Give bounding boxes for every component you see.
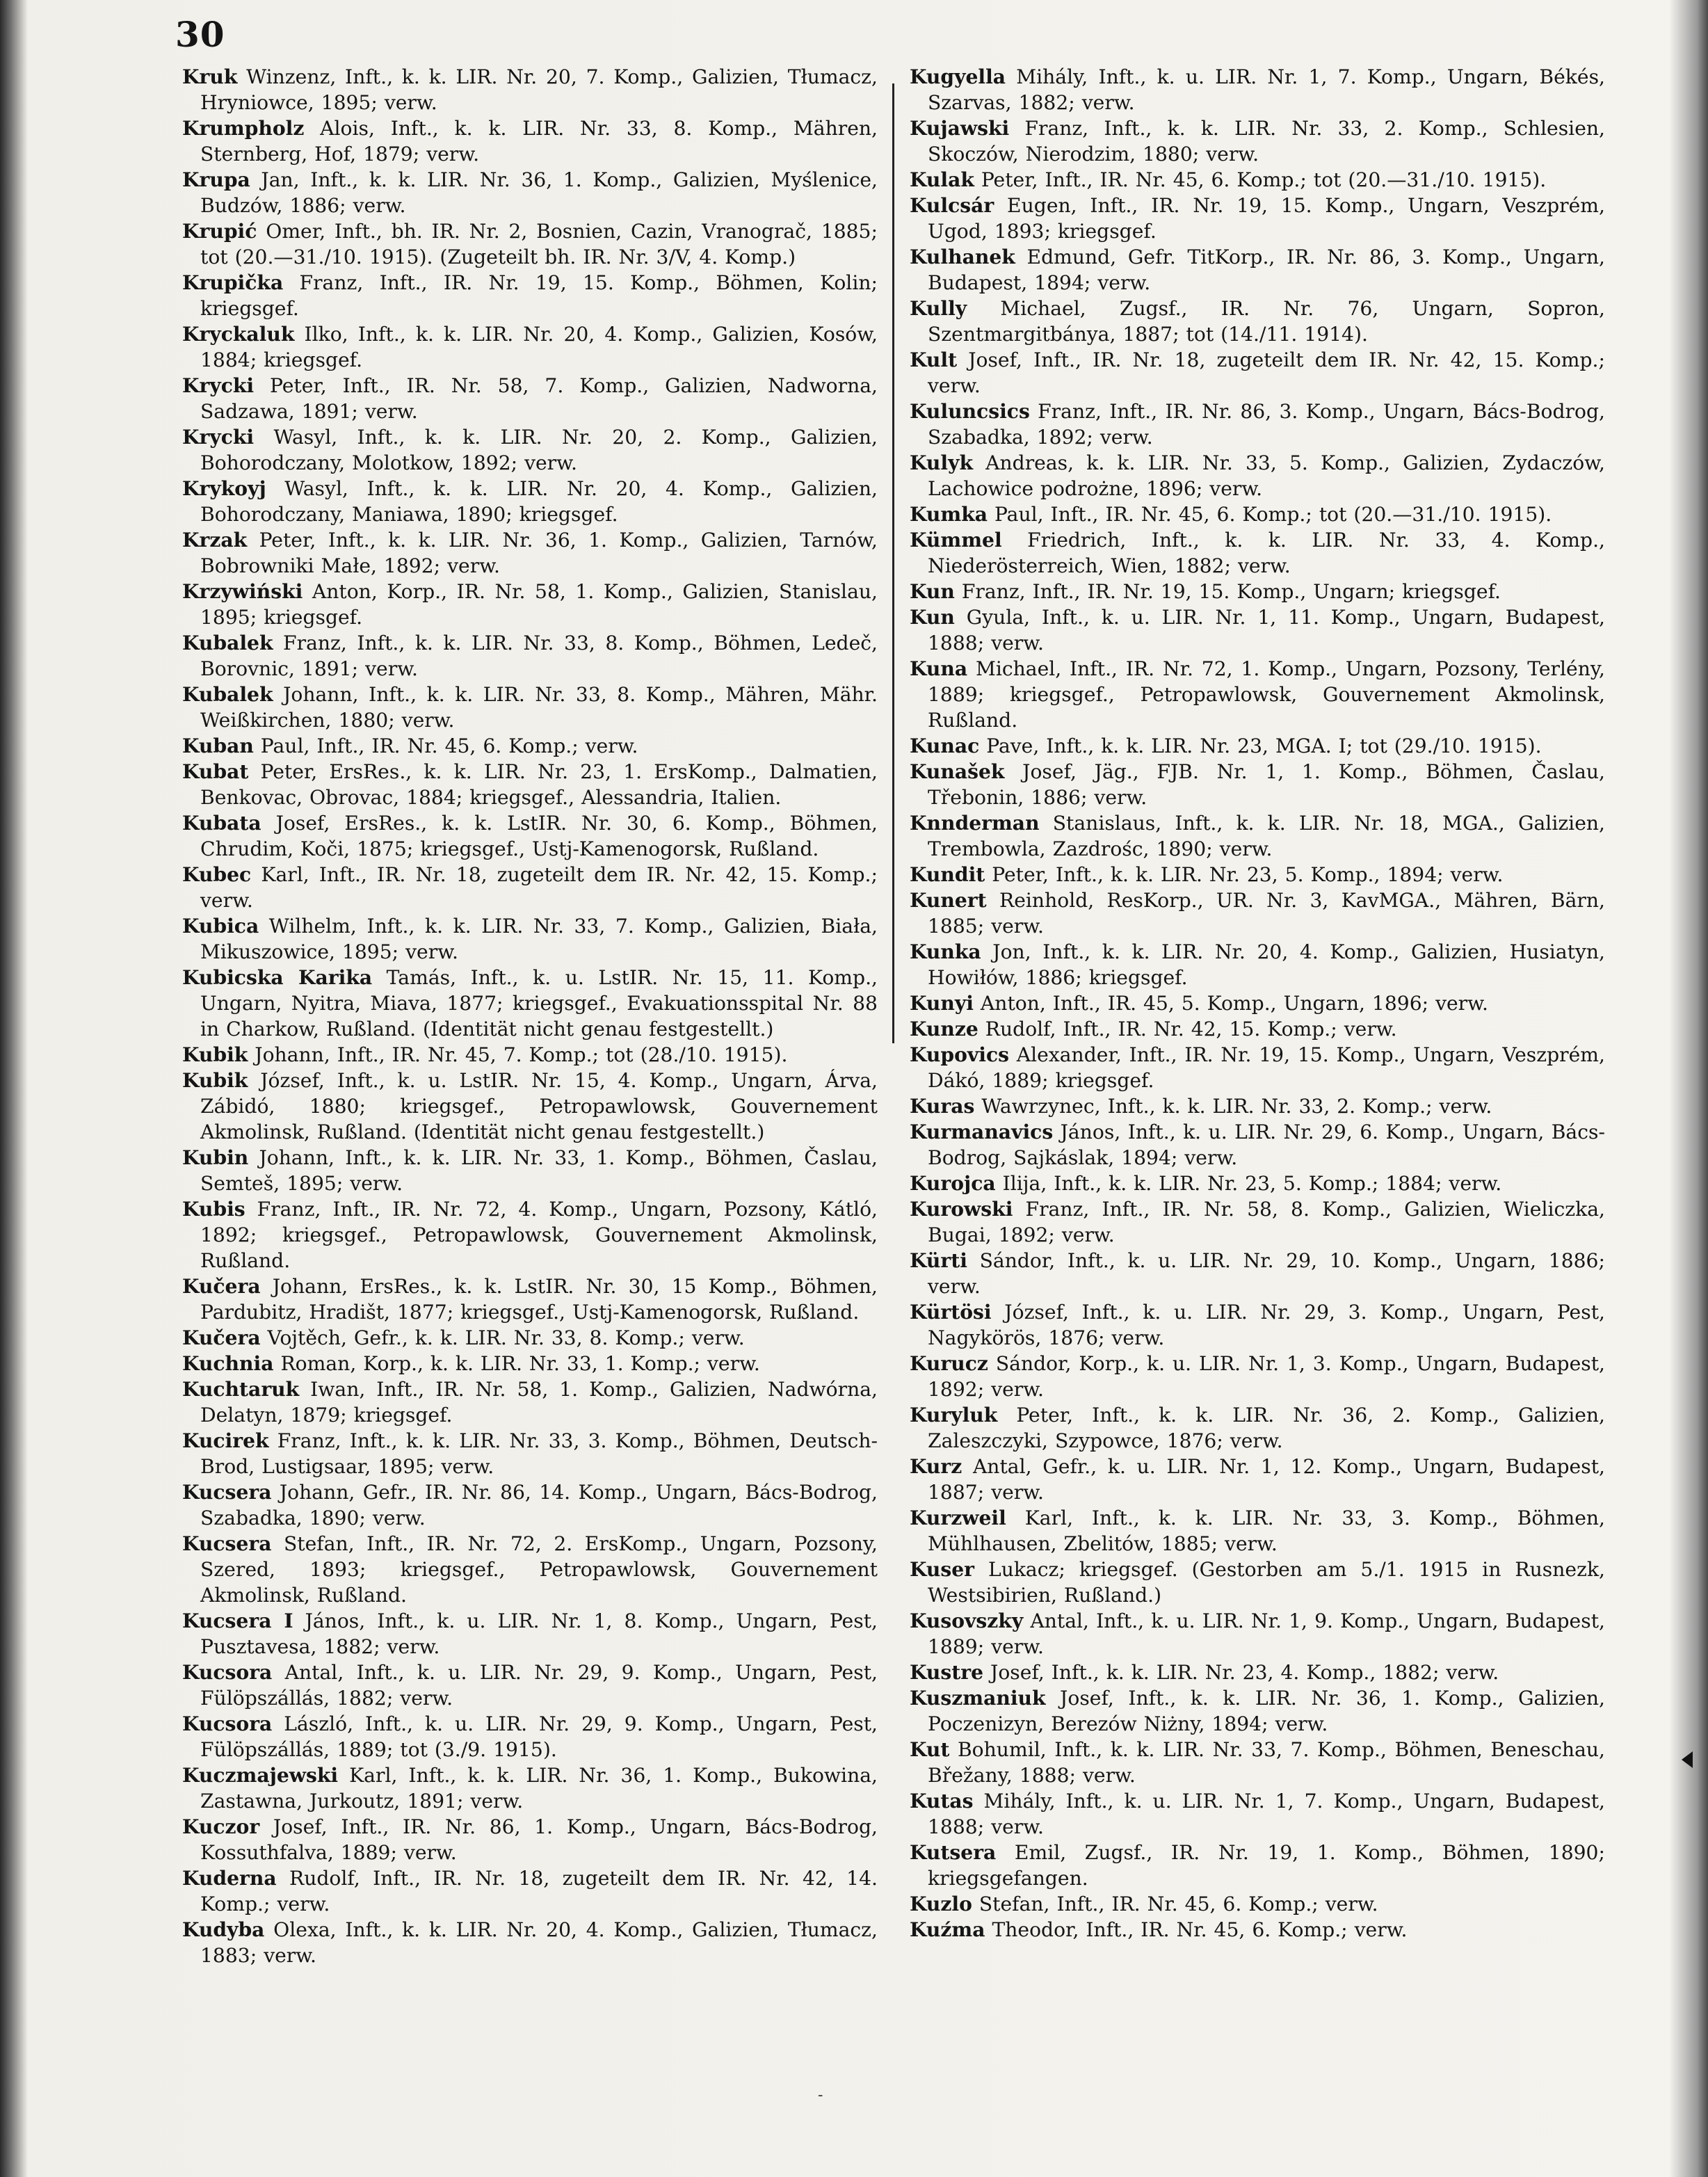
list-entry <box>182 1531 878 1608</box>
entry-details: Omer, Inft., bh. IR. Nr. 2, Bosnien, Cazin, Vranograč, 1885; tot (20.—31./10. 1915). (Zugeteilt bh. IR. Nr. 3/V, 4. Komp.) <box>200 220 878 268</box>
entry-surname: Kutsera <box>910 1841 997 1864</box>
entry-details: Ilko, Inft., k. k. LIR. Nr. 20, 4. Komp., Galizien, Kosów, 1884; kriegsgef. <box>200 323 878 371</box>
entry-details: Eugen, Inft., IR. Nr. 19, 15. Komp., Ungarn, Veszprém, Ugod, 1893; kriegsgef. <box>928 194 1605 243</box>
entry-details: Wilhelm, Inft., k. k. LIR. Nr. 33, 7. Komp., Galizien, Biała, Mikuszowice, 1895; verw. <box>200 915 878 963</box>
list-entry <box>910 1119 1605 1171</box>
entry-surname: Kucirek <box>182 1429 269 1452</box>
entry-details: Johann, Inft., IR. Nr. 45, 7. Komp.; tot (28./10. 1915). <box>248 1043 788 1066</box>
list-entry <box>182 424 878 476</box>
entry-surname: Kučera <box>182 1275 261 1298</box>
entry-surname: Kubalek <box>182 632 273 654</box>
entry-details: Winzenz, Inft., k. k. LIR. Nr. 20, 7. Komp., Galizien, Tłumacz, Hryniowce, 1895; verw. <box>200 65 878 114</box>
entry-details: Stanislaus, Inft., k. k. LIR. Nr. 18, MGA., Galizien, Trembowla, Zazdrośc, 1890; verw. <box>928 812 1605 860</box>
column-divider <box>892 83 894 1043</box>
list-entry <box>182 1608 878 1660</box>
entry-details: Franz, Inft., IR. Nr. 19, 15. Komp., Böhmen, Kolin; kriegsgef. <box>200 271 878 320</box>
entry-surname: Knnderman <box>910 812 1040 835</box>
entry-details: Franz, Inft., k. k. LIR. Nr. 33, 8. Komp., Böhmen, Ledeč, Borovnic, 1891; verw. <box>200 632 878 680</box>
list-entry <box>182 1068 878 1145</box>
entry-surname: Kupovics <box>910 1043 1010 1066</box>
list-entry <box>910 1299 1605 1351</box>
entry-surname: Kubata <box>182 812 261 835</box>
list-entry <box>182 630 878 682</box>
entry-details: Karl, Inft., k. k. LIR. Nr. 33, 3. Komp., Böhmen, Mühlhausen, Zbelitów, 1885; verw. <box>928 1507 1605 1555</box>
entry-details: Johann, Inft., k. k. LIR. Nr. 33, 8. Komp., Mähren, Mähr. Weißkirchen, 1880; verw. <box>200 683 878 732</box>
entry-surname: Kuczor <box>182 1815 260 1838</box>
list-entry <box>910 1891 1605 1917</box>
list-entry <box>910 296 1605 347</box>
entry-details: Theodor, Inft., IR. Nr. 45, 6. Komp.; verw. <box>985 1918 1408 1941</box>
entry-surname: Kubin <box>182 1146 249 1169</box>
entry-details: Mihály, Inft., k. u. LIR. Nr. 1, 7. Komp., Ungarn, Békés, Szarvas, 1882; verw. <box>928 65 1605 114</box>
left-column <box>182 64 878 1968</box>
entry-surname: Kutas <box>910 1790 974 1813</box>
list-entry <box>182 527 878 579</box>
right-column <box>910 64 1605 1943</box>
entry-surname: Kuchnia <box>182 1352 274 1375</box>
list-entry <box>910 1248 1605 1299</box>
entry-details: Josef, Inft., IR. Nr. 18, zugeteilt dem IR. Nr. 42, 15. Komp.; verw. <box>928 348 1605 397</box>
entry-details: Ilija, Inft., k. k. LIR. Nr. 23, 5. Komp.; 1884; verw. <box>995 1172 1502 1195</box>
page-number: 30 <box>175 14 225 55</box>
entry-details: Emil, Zugsf., IR. Nr. 19, 1. Komp., Böhmen, 1890; kriegsgefangen. <box>928 1841 1605 1890</box>
list-entry <box>910 64 1605 115</box>
entry-details: Josef, Inft., k. k. LIR. Nr. 23, 4. Komp., 1882; verw. <box>983 1661 1499 1684</box>
list-entry <box>182 1711 878 1762</box>
margin-arrow-icon <box>1682 1751 1693 1768</box>
entry-details: Wasyl, Inft., k. k. LIR. Nr. 20, 2. Komp., Galizien, Bohorodczany, Molotkow, 1892; verw. <box>200 426 878 474</box>
entry-details: Franz, Inft., IR. Nr. 58, 8. Komp., Galizien, Wieliczka, Bugai, 1892; verw. <box>928 1198 1605 1246</box>
list-entry <box>182 1042 878 1068</box>
entry-surname: Kurzweil <box>910 1507 1006 1529</box>
entry-details: Michael, Zugsf., IR. Nr. 76, Ungarn, Sopron, Szentmargitbánya, 1887; tot (14./11. 1914). <box>928 297 1605 346</box>
entry-surname: Krupić <box>182 220 257 243</box>
entry-surname: Krycki <box>182 426 255 449</box>
entry-details: Johann, Inft., k. k. LIR. Nr. 33, 1. Komp., Böhmen, Časlau, Semteš, 1895; verw. <box>200 1146 878 1195</box>
list-entry <box>910 1917 1605 1943</box>
entry-surname: Kuban <box>182 734 254 757</box>
entry-details: Paul, Inft., IR. Nr. 45, 6. Komp.; tot (20.—31./10. 1915). <box>988 503 1552 526</box>
list-entry <box>182 373 878 424</box>
entry-details: Sándor, Korp., k. u. LIR. Nr. 1, 3. Komp., Ungarn, Budapest, 1892; verw. <box>928 1352 1605 1401</box>
list-entry <box>182 1196 878 1274</box>
entry-details: Antal, Inft., k. u. LIR. Nr. 1, 9. Komp., Ungarn, Budapest, 1889; verw. <box>928 1609 1605 1658</box>
list-entry <box>182 321 878 373</box>
list-entry <box>910 527 1605 579</box>
entry-surname: Kuźma <box>910 1918 985 1941</box>
list-entry <box>182 1814 878 1865</box>
list-entry <box>910 939 1605 990</box>
entry-details: Antal, Gefr., k. u. LIR. Nr. 1, 12. Komp., Ungarn, Budapest, 1887; verw. <box>928 1455 1605 1504</box>
entry-details: Franz, Inft., k. k. LIR. Nr. 33, 2. Komp., Schlesien, Skoczów, Nierodzim, 1880; verw. <box>928 117 1605 166</box>
entry-surname: Krykoyj <box>182 477 266 500</box>
list-entry <box>182 218 878 270</box>
entry-surname: Kundit <box>910 863 985 886</box>
entry-surname: Kümmel <box>910 529 1002 552</box>
list-entry <box>182 115 878 167</box>
entry-surname: Kuryluk <box>910 1404 998 1427</box>
entry-details: Peter, Inft., IR. Nr. 45, 6. Komp.; tot (20.—31./10. 1915). <box>974 168 1547 191</box>
entry-surname: Kully <box>910 297 967 320</box>
entry-details: Peter, Inft., IR. Nr. 58, 7. Komp., Galizien, Nadworna, Sadzawa, 1891; verw. <box>200 374 878 423</box>
entry-surname: Kult <box>910 348 958 371</box>
entry-surname: Kurmanavics <box>910 1120 1054 1143</box>
entry-details: Peter, Inft., k. k. LIR. Nr. 23, 5. Komp., 1894; verw. <box>985 863 1504 886</box>
entry-details: Reinhold, ResKorp., UR. Nr. 3, KavMGA., Mähren, Bärn, 1885; verw. <box>928 889 1605 938</box>
entry-details: Jon, Inft., k. k. LIR. Nr. 20, 4. Komp., Galizien, Husiatyn, Howiłów, 1886; kriegsgef. <box>928 940 1605 989</box>
list-entry <box>910 244 1605 296</box>
entry-details: Stefan, Inft., IR. Nr. 72, 2. ErsKomp., Ungarn, Pozsony, Szered, 1893; kriegsgef., Petropawlowsk, Gouvernement Akmolinsk, Rußland. <box>200 1532 878 1607</box>
entry-surname: Kudyba <box>182 1918 265 1941</box>
entry-surname: Kusovszky <box>910 1609 1024 1632</box>
entry-surname: Kruk <box>182 65 238 88</box>
list-entry <box>182 1325 878 1351</box>
entry-surname: Kuser <box>910 1558 975 1581</box>
entry-details: Karl, Inft., k. k. LIR. Nr. 36, 1. Komp., Bukowina, Zastawna, Jurkoutz, 1891; verw. <box>200 1764 878 1813</box>
entry-details: Bohumil, Inft., k. k. LIR. Nr. 33, 7. Komp., Böhmen, Beneschau, Břežany, 1888; verw. <box>928 1738 1605 1787</box>
entry-surname: Krupička <box>182 271 284 294</box>
list-entry <box>182 1428 878 1479</box>
entry-details: Pave, Inft., k. k. LIR. Nr. 23, MGA. I; tot (29./10. 1915). <box>979 734 1542 757</box>
list-entry <box>910 1093 1605 1119</box>
entry-surname: Kubicska Karika <box>182 966 373 989</box>
entry-details: Wawrzynec, Inft., k. k. LIR. Nr. 33, 2. Komp.; verw. <box>974 1095 1492 1118</box>
list-entry <box>182 810 878 862</box>
list-entry <box>182 1145 878 1196</box>
entry-surname: Kuna <box>910 657 968 680</box>
list-entry <box>910 1351 1605 1402</box>
list-entry <box>182 167 878 218</box>
entry-surname: Kucsera I <box>182 1609 293 1632</box>
entry-surname: Kubica <box>182 915 259 938</box>
entry-surname: Kubalek <box>182 683 273 706</box>
list-entry <box>910 810 1605 862</box>
footer-mark: - <box>818 2087 823 2104</box>
list-entry <box>910 115 1605 167</box>
entry-surname: Kuczmajewski <box>182 1764 339 1787</box>
entry-details: Alexander, Inft., IR. Nr. 19, 15. Komp., Ungarn, Veszprém, Dákó, 1889; kriegsgef. <box>928 1043 1605 1092</box>
entry-details: Peter, ErsRes., k. k. LIR. Nr. 23, 1. ErsKomp., Dalmatien, Benkovac, Obrovac, 1884; kriegsgef., Alessandria, Italien. <box>200 760 878 809</box>
entry-surname: Krycki <box>182 374 255 397</box>
list-entry <box>910 501 1605 527</box>
entry-surname: Kunašek <box>910 760 1005 783</box>
list-entry <box>910 1608 1605 1660</box>
list-entry <box>182 579 878 630</box>
list-entry <box>910 1840 1605 1891</box>
entry-surname: Kucsora <box>182 1712 273 1735</box>
entry-surname: Kurowski <box>910 1198 1013 1221</box>
entry-details: János, Inft., k. u. LIR. Nr. 29, 6. Komp., Ungarn, Bács-Bodrog, Sajkáslak, 1894; verw. <box>928 1120 1605 1169</box>
entry-details: Alois, Inft., k. k. LIR. Nr. 33, 8. Komp., Mähren, Sternberg, Hof, 1879; verw. <box>200 117 878 166</box>
entry-details: Franz, Inft., k. k. LIR. Nr. 33, 3. Komp., Böhmen, Deutsch-Brod, Lustigsaar, 1895; verw. <box>200 1429 878 1478</box>
entry-surname: Kumka <box>910 503 988 526</box>
entry-details: Wasyl, Inft., k. k. LIR. Nr. 20, 4. Komp., Galizien, Bohorodczany, Maniawa, 1890; kriegsgef. <box>200 477 878 526</box>
entry-details: Franz, Inft., IR. Nr. 19, 15. Komp., Ungarn; kriegsgef. <box>954 580 1501 603</box>
entry-surname: Krumpholz <box>182 117 305 140</box>
entry-surname: Kustre <box>910 1661 984 1684</box>
list-entry <box>910 347 1605 399</box>
entry-details: Anton, Inft., IR. 45, 5. Komp., Ungarn, 1896; verw. <box>973 992 1488 1015</box>
list-entry <box>910 1505 1605 1557</box>
entry-details: József, Inft., k. u. LIR. Nr. 29, 3. Komp., Ungarn, Pest, Nagykörös, 1876; verw. <box>928 1301 1605 1349</box>
list-entry <box>182 862 878 913</box>
list-entry <box>910 759 1605 810</box>
entry-surname: Kuszmaniuk <box>910 1687 1046 1710</box>
entry-surname: Kucsora <box>182 1661 273 1684</box>
list-entry <box>910 1454 1605 1505</box>
entry-surname: Kubis <box>182 1198 245 1221</box>
list-entry <box>910 733 1605 759</box>
list-entry <box>910 1016 1605 1042</box>
entry-details: Peter, Inft., k. k. LIR. Nr. 36, 1. Komp., Galizien, Tarnów, Bobrowniki Małe, 1892; verw. <box>200 529 878 577</box>
entry-surname: Kuchtaruk <box>182 1378 300 1401</box>
list-entry <box>910 1788 1605 1840</box>
entry-surname: Kunert <box>910 889 987 912</box>
entry-surname: Kunac <box>910 734 980 757</box>
entry-surname: Kuzlo <box>910 1893 972 1915</box>
entry-details: János, Inft., k. u. LIR. Nr. 1, 8. Komp., Ungarn, Pest, Pusztavesa, 1882; verw. <box>200 1609 878 1658</box>
entry-surname: Kürtösi <box>910 1301 992 1324</box>
list-entry <box>182 1660 878 1711</box>
list-entry <box>182 682 878 733</box>
list-entry <box>910 167 1605 193</box>
entry-details: László, Inft., k. u. LIR. Nr. 29, 9. Komp., Ungarn, Pest, Fülöpszállás, 1889; tot (3./9. 1915). <box>200 1712 878 1761</box>
entry-surname: Kulak <box>910 168 974 191</box>
entry-details: Josef, Inft., IR. Nr. 86, 1. Komp., Ungarn, Bács-Bodrog, Kossuthfalva, 1889; verw. <box>200 1815 878 1864</box>
entry-surname: Kun <box>910 606 955 629</box>
list-entry <box>910 656 1605 733</box>
entry-details: Jan, Inft., k. k. LIR. Nr. 36, 1. Komp., Galizien, Myślenice, Budzów, 1886; verw. <box>200 168 878 217</box>
entry-details: Rudolf, Inft., IR. Nr. 42, 15. Komp.; verw. <box>978 1018 1397 1041</box>
entry-details: Olexa, Inft., k. k. LIR. Nr. 20, 4. Komp., Galizien, Tłumacz, 1883; verw. <box>200 1918 878 1967</box>
list-entry <box>182 913 878 965</box>
entry-surname: Kürti <box>910 1249 967 1272</box>
list-entry <box>182 759 878 810</box>
entry-surname: Kurz <box>910 1455 962 1478</box>
list-entry <box>910 887 1605 939</box>
entry-surname: Kubec <box>182 863 252 886</box>
list-entry <box>910 1737 1605 1788</box>
entry-surname: Kujawski <box>910 117 1010 140</box>
entry-surname: Kulhanek <box>910 246 1015 268</box>
list-entry <box>910 193 1605 244</box>
entry-surname: Kurucz <box>910 1352 988 1375</box>
entry-details: Sándor, Inft., k. u. LIR. Nr. 29, 10. Komp., Ungarn, 1886; verw. <box>928 1249 1605 1298</box>
list-entry <box>182 1351 878 1376</box>
entry-surname: Kugyella <box>910 65 1006 88</box>
list-entry <box>182 1376 878 1428</box>
list-entry <box>182 476 878 527</box>
list-entry <box>182 733 878 759</box>
entry-surname: Kryckaluk <box>182 323 295 346</box>
entry-surname: Krzak <box>182 529 248 552</box>
list-entry <box>910 450 1605 501</box>
entry-surname: Kun <box>910 580 955 603</box>
entry-details: Josef, Jäg., FJB. Nr. 1, 1. Komp., Böhmen, Časlau, Třebonin, 1886; verw. <box>928 760 1605 809</box>
list-entry <box>182 965 878 1042</box>
entry-surname: Kučera <box>182 1326 261 1349</box>
entry-surname: Kurojca <box>910 1172 996 1195</box>
list-entry <box>910 990 1605 1016</box>
list-entry <box>910 1171 1605 1196</box>
entry-details: Roman, Korp., k. k. LIR. Nr. 33, 1. Komp.; verw. <box>273 1352 760 1375</box>
entry-details: Peter, Inft., k. k. LIR. Nr. 36, 2. Komp., Galizien, Zaleszczyki, Szypowce, 1876; verw. <box>928 1404 1605 1452</box>
entry-details: József, Inft., k. u. LstIR. Nr. 15, 4. Komp., Ungarn, Árva, Zábidó, 1880; kriegsgef., Petropawlowsk, Gouvernement Akmolinsk, Rußland. (Identität nicht genau festgestellt.) <box>200 1069 878 1143</box>
entry-surname: Kulcsár <box>910 194 994 217</box>
entry-surname: Kunyi <box>910 992 974 1015</box>
list-entry <box>910 862 1605 887</box>
entry-surname: Kubat <box>182 760 249 783</box>
entry-surname: Kubik <box>182 1043 248 1066</box>
entry-details: Anton, Korp., IR. Nr. 58, 1. Komp., Galizien, Stanislau, 1895; kriegsgef. <box>200 580 878 629</box>
entry-surname: Krzywiński <box>182 580 303 603</box>
entry-details: Josef, ErsRes., k. k. LstIR. Nr. 30, 6. Komp., Böhmen, Chrudim, Koči, 1875; kriegsgef., Ustj-Kamenogorsk, Rußland. <box>200 812 878 860</box>
list-entry <box>910 1196 1605 1248</box>
list-entry <box>910 1402 1605 1454</box>
entry-surname: Kuluncsics <box>910 400 1030 423</box>
list-entry <box>910 1557 1605 1608</box>
entry-details: Josef, Inft., k. k. LIR. Nr. 36, 1. Komp., Galizien, Poczenizyn, Berezów Niżny, 1894; verw. <box>928 1687 1605 1735</box>
entry-surname: Krupa <box>182 168 250 191</box>
entry-details: Johann, ErsRes., k. k. LstIR. Nr. 30, 15 Komp., Böhmen, Pardubitz, Hradišt, 1877; kriegsgef., Ustj-Kamenogorsk, Rußland. <box>200 1275 878 1324</box>
list-entry <box>182 1917 878 1968</box>
list-entry <box>910 579 1605 604</box>
list-entry <box>910 1042 1605 1093</box>
entry-surname: Kubik <box>182 1069 248 1092</box>
list-entry <box>182 1762 878 1814</box>
entry-details: Franz, Inft., IR. Nr. 86, 3. Komp., Ungarn, Bács-Bodrog, Szabadka, 1892; verw. <box>928 400 1605 449</box>
entry-details: Franz, Inft., IR. Nr. 72, 4. Komp., Ungarn, Pozsony, Kátló, 1892; kriegsgef., Petropawlowsk, Gouvernement Akmolinsk, Rußland. <box>200 1198 878 1272</box>
entry-details: Mihály, Inft., k. u. LIR. Nr. 1, 7. Komp., Ungarn, Budapest, 1888; verw. <box>928 1790 1605 1838</box>
entry-details: Antal, Inft., k. u. LIR. Nr. 29, 9. Komp., Ungarn, Pest, Fülöpszállás, 1882; verw. <box>200 1661 878 1710</box>
entry-details: Stefan, Inft., IR. Nr. 45, 6. Komp.; verw. <box>972 1893 1378 1915</box>
entry-details: Gyula, Inft., k. u. LIR. Nr. 1, 11. Komp., Ungarn, Budapest, 1888; verw. <box>928 606 1605 654</box>
entry-details: Friedrich, Inft., k. k. LIR. Nr. 33, 4. Komp., Niederösterreich, Wien, 1882; verw. <box>928 529 1605 577</box>
list-entry <box>910 1660 1605 1685</box>
list-entry <box>182 64 878 115</box>
entry-details: Andreas, k. k. LIR. Nr. 33, 5. Komp., Galizien, Zydaczów, Lachowice podrożne, 1896; verw. <box>928 451 1605 500</box>
entry-details: Karl, Inft., IR. Nr. 18, zugeteilt dem IR. Nr. 42, 15. Komp.; verw. <box>200 863 878 912</box>
list-entry <box>182 270 878 321</box>
entry-surname: Kuderna <box>182 1867 277 1890</box>
entry-details: Michael, Inft., IR. Nr. 72, 1. Komp., Ungarn, Pozsony, Terlény, 1889; kriegsgef., Petropawlowsk, Gouvernement Akmolinsk, Rußland. <box>928 657 1605 732</box>
entry-details: Edmund, Gefr. TitKorp., IR. Nr. 86, 3. Komp., Ungarn, Budapest, 1894; verw. <box>928 246 1605 294</box>
entry-surname: Kunze <box>910 1018 978 1041</box>
entry-details: Johann, Gefr., IR. Nr. 86, 14. Komp., Ungarn, Bács-Bodrog, Szabadka, 1890; verw. <box>200 1481 878 1529</box>
entry-surname: Kucsera <box>182 1481 272 1504</box>
entry-details: Tamás, Inft., k. u. LstIR. Nr. 15, 11. Komp., Ungarn, Nyitra, Miava, 1877; kriegsgef., Evakuationsspital Nr. 88 in Charkow, Rußland. (Identität nicht genau festgestellt.) <box>200 966 878 1041</box>
entry-details: Rudolf, Inft., IR. Nr. 18, zugeteilt dem IR. Nr. 42, 14. Komp.; verw. <box>200 1867 878 1915</box>
entry-details: Vojtěch, Gefr., k. k. LIR. Nr. 33, 8. Komp.; verw. <box>260 1326 745 1349</box>
entry-details: Paul, Inft., IR. Nr. 45, 6. Komp.; verw. <box>253 734 638 757</box>
list-entry <box>182 1865 878 1917</box>
list-entry <box>910 604 1605 656</box>
list-entry <box>182 1479 878 1531</box>
entry-details: Iwan, Inft., IR. Nr. 58, 1. Komp., Galizien, Nadwórna, Delatyn, 1879; kriegsgef. <box>200 1378 878 1427</box>
entry-surname: Kucsera <box>182 1532 272 1555</box>
entry-surname: Kuras <box>910 1095 975 1118</box>
entry-details: Lukacz; kriegsgef. (Gestorben am 5./1. 1915 in Rusnezk, Westsibirien, Rußland.) <box>928 1558 1605 1607</box>
entry-surname: Kunka <box>910 940 981 963</box>
list-entry <box>910 1685 1605 1737</box>
list-entry <box>182 1274 878 1325</box>
entry-surname: Kut <box>910 1738 950 1761</box>
list-entry <box>910 399 1605 450</box>
entry-surname: Kulyk <box>910 451 973 474</box>
